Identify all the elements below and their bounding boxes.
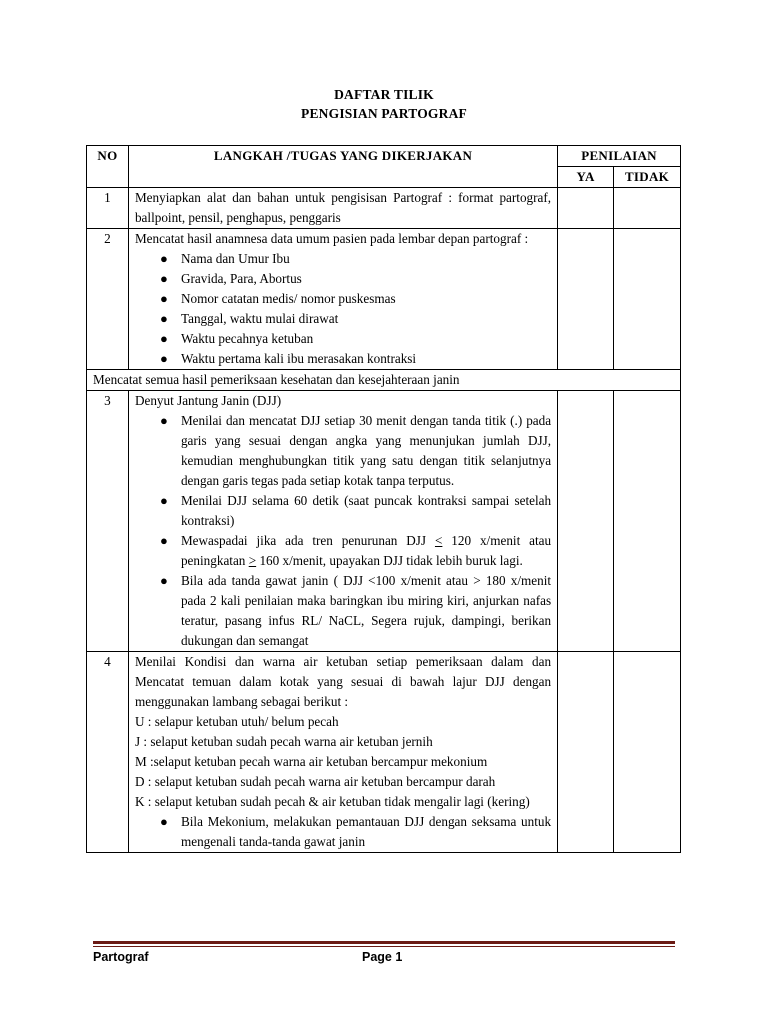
bullet-icon: ● xyxy=(159,533,168,548)
tidak-cell[interactable] xyxy=(614,188,681,229)
footer-title: Partograf xyxy=(93,950,149,964)
list-item: ● Bila ada tanda gawat janin ( DJJ <100 x/menit atau > 180 x/menit pada 2 kali penilaian maka baringkan ibu miring kiri, anjurkan nafas teratur, pasang infus RL/ NaCL, Segera rujuk, dampingi, berikan dukungan dan semangat xyxy=(159,573,552,648)
step-text: Denyut Jantung Janin (DJJ) xyxy=(134,393,282,408)
footer-divider-thin xyxy=(93,946,675,947)
bullet-icon: ● xyxy=(159,311,168,326)
footer-divider xyxy=(93,941,675,944)
list-item: ● Waktu pecahnya ketuban xyxy=(157,329,551,349)
bullet-icon: ● xyxy=(159,251,168,266)
table-row xyxy=(87,229,681,370)
bullet-icon: ● xyxy=(159,351,168,366)
list-item: ● Nama dan Umur Ibu xyxy=(157,249,551,269)
document-subtitle: PENGISIAN PARTOGRAF xyxy=(301,106,467,121)
header-tidak: TIDAK xyxy=(614,167,681,188)
symbol-line-u: U : selapur ketuban utuh/ belum pecah xyxy=(134,714,339,729)
document-title: DAFTAR TILIK xyxy=(334,87,434,102)
step-content xyxy=(128,391,557,652)
bullet-icon: ● xyxy=(159,814,168,829)
section-row xyxy=(87,370,681,391)
bullet-icon: ● xyxy=(159,493,168,508)
ya-cell[interactable] xyxy=(558,391,614,652)
table-row xyxy=(87,188,681,229)
header-step: LANGKAH /TUGAS YANG DIKERJAKAN xyxy=(128,146,557,188)
tidak-cell[interactable] xyxy=(614,391,681,652)
list-item: ● Mewaspadai jika ada tren penurunan DJJ < 120 x/menit atau peningkatan > 160 x/menit, upayakan DJJ tidak lebih buruk lagi. xyxy=(159,533,552,568)
table-row xyxy=(87,652,681,853)
checklist-table xyxy=(86,145,681,853)
header-ya: YA xyxy=(558,167,614,188)
step-text: Menilai Kondisi dan warna air ketuban setiap pemeriksaan dalam dan Mencatat temuan dalam kotak yang sesuai di bawah lajur DJJ dengan menggunakan lambang sebagai berikut : xyxy=(134,654,552,709)
list-item: ● Gravida, Para, Abortus xyxy=(157,269,551,289)
bullet-icon: ● xyxy=(159,413,168,428)
step-text: Menyiapkan alat dan bahan untuk pengisisan Partograf : format partograf, ballpoint, pensil, penghapus, penggaris xyxy=(128,188,557,229)
table-row xyxy=(87,391,681,652)
list-item: ● Nomor catatan medis/ nomor puskesmas xyxy=(157,289,551,309)
bullet-icon: ● xyxy=(159,271,168,286)
step-content xyxy=(128,229,557,370)
ya-cell[interactable] xyxy=(558,188,614,229)
symbol-line-m: M :selaput ketuban pecah warna air ketuban bercampur mekonium xyxy=(134,754,488,769)
symbol-line-k: K : selaput ketuban sudah pecah & air ketuban tidak mengalir lagi (kering) xyxy=(134,794,530,809)
page-number: Page 1 xyxy=(362,950,403,964)
symbol-line-d: D : selaput ketuban sudah pecah warna air ketuban bercampur darah xyxy=(134,774,496,789)
bullet-list xyxy=(135,411,551,651)
bullet-icon: ● xyxy=(159,331,168,346)
ya-cell[interactable] xyxy=(558,652,614,853)
ya-cell[interactable] xyxy=(558,229,614,370)
row-number: 4 xyxy=(87,652,129,853)
bullet-list xyxy=(135,249,551,369)
list-item: ● Bila Mekonium, melakukan pemantauan DJJ dengan seksama untuk mengenali tanda-tanda gawat janin xyxy=(159,814,552,849)
header-penilaian: PENILAIAN xyxy=(558,146,681,167)
tidak-cell[interactable] xyxy=(614,229,681,370)
symbol-line-j: J : selaput ketuban sudah pecah warna air ketuban jernih xyxy=(134,734,433,749)
bullet-icon: ● xyxy=(159,291,168,306)
list-item: ● Menilai dan mencatat DJJ setiap 30 menit dengan tanda titik (.) pada garis yang sesuai dengan angka yang menunjukan jumlah DJJ, kemudian menghubungkan titik yang satu dengan titik selanjutnya dengan garis tegas pada setiap kotak tanpa terputus. xyxy=(159,413,552,488)
row-number: 2 xyxy=(87,229,129,370)
bullet-list xyxy=(135,812,551,852)
list-item: ● Waktu pertama kali ibu merasakan kontraksi xyxy=(157,349,551,369)
list-item: ● Menilai DJJ selama 60 detik (saat puncak kontraksi sampai setelah kontraksi) xyxy=(159,493,552,528)
list-item: ● Tanggal, waktu mulai dirawat xyxy=(157,309,551,329)
bullet-icon: ● xyxy=(159,573,168,588)
row-number: 1 xyxy=(87,188,129,229)
header-no: NO xyxy=(87,146,129,188)
row-number: 3 xyxy=(87,391,129,652)
section-heading: Mencatat semua hasil pemeriksaan kesehatan dan kesejahteraan janin xyxy=(87,370,681,391)
step-content xyxy=(128,652,557,853)
tidak-cell[interactable] xyxy=(614,652,681,853)
step-text: Mencatat hasil anamnesa data umum pasien pada lembar depan partograf : xyxy=(134,231,529,246)
table-header-row xyxy=(87,146,681,167)
